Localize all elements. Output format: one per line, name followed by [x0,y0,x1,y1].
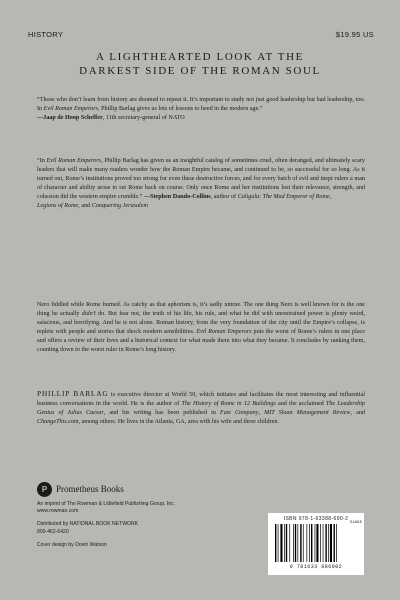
isbn-text: ISBN 978-1-63388-690-2 [283,516,349,522]
headline [0,50,400,78]
publisher-name: Prometheus Books [56,483,124,494]
endorsement-text: “Those who don’t learn from history are doomed to repeat it. It’s important to study not just good leadership but bad leadership, too. In Evil Roman Emperors, Phillip Barlag gives us lots of lessons to heed in the modern age.” [37,97,365,113]
barcode-number: 9 781633 886902 [289,564,343,570]
endorsement-books: Legions of Rome, and Conquering Jerusalem [37,203,148,210]
distributor-line: Distributed by NATIONAL BOOK NETWORK [37,521,139,528]
barcode-panel [268,513,364,575]
distributor-phone: 800-462-6420 [37,528,69,535]
book-description: Nero fiddled while Rome burned. As catchy as that aphorism is, it’s sadly untrue. The one thing Nero is well known for is the one thing he actually didn’t do. But fear not, the truth of his life, his rule, and what he did with unrestrained power is plenty weird, salacious, and horrifying. And he is not alone. Roman history, from the very foundation of the city until the Empire’s collapse, is replete with people and stories that shock modern sensibilities. Evil Roman Emperors puts the worst of Rome’s rulers in one place and offers a review of their lives and a historical context for what made them into what they became. It concludes by ranking them, counting down to the worst ruler in Rome’s long history. [37,302,366,354]
author-name: PHILLIP BARLAG [37,389,109,398]
price-label: $19.95 US [335,30,374,39]
category-label: HISTORY [28,30,64,39]
endorsement-dando-collins [37,157,365,212]
endorsement-attribution: —Jaap de Hoop Scheffer, 11th secretary-general of NATO [37,115,185,122]
author-bio: PHILLIP BARLAG is executive director at World 50, which initiates and facilitates the most interesting and influential business conversations in the world. He is the author of The History of Rome in 12 Buildings and the acclaimed The Leadership Genius of Julius Caesar, and his writing has been published in Fast Company, MIT Sloan Management Review, and ChangeThis.com, among others. He lives in the Atlanta, GA, area with his wife and three children. [37,389,365,426]
endorsement-text: “In Evil Roman Emperors, Phillip Barlag has given us an insightful catalog of sometimes cruel, often deranged, and ultimately scary leaders that will make many readers wonder how the Roman Empire became, and continued to be, so successful for so long. As it turned out, Rome’s institutions proved too strong for even these destructive forces, and for every batch of evil and inept rulers a man of character and ability arose to set Rome back on course. Only once Rome and her institutions lost their relevance, strength, and cohesion did the western empire crumble.” —Stephen Dando-Collins, author of Caligula: The Mad Emperor of Rome, [37,158,365,201]
cover-design-credit: Cover design by Dovin Watson [37,541,107,548]
barcode-icon [274,524,358,562]
headline-line-1: A LIGHTHEARTED LOOK AT THE [96,51,304,63]
prometheus-logo-icon: P [37,482,52,497]
top-bar [28,30,374,42]
headline-line-2: DARKEST SIDE OF THE ROMAN SOUL [79,65,321,77]
publisher-url: www.rowman.com [37,508,79,515]
imprint-line: An imprint of The Rowman & Littlefield Publishing Group, Inc. [37,501,176,507]
publisher-block [37,482,237,549]
price-code: 51995 [349,521,362,525]
endorsement-scheffer [37,96,365,123]
